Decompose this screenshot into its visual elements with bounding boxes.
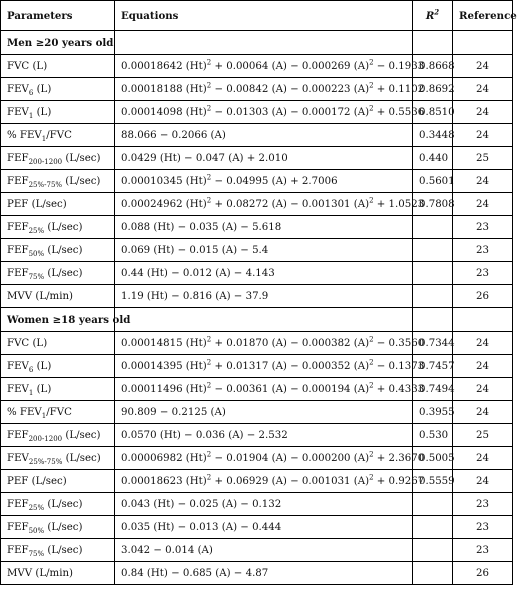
r-squared-cell: 0.7808: [413, 193, 453, 216]
reference-cell: 24: [453, 55, 513, 78]
equation-text: + 0.01870 (A) − 0.000382 (A): [211, 337, 370, 349]
parameter-cell: [1, 170, 115, 193]
parameter-cell: [1, 562, 115, 585]
section-empty-equations-cell: [115, 308, 413, 332]
equation-text: + 0.9267: [373, 475, 425, 487]
equation-text: − 0.00361 (A) − 0.000194 (A): [211, 383, 370, 395]
table-row: [1, 216, 513, 239]
equation-text: + 0.5536: [373, 106, 425, 118]
equation-superscript: 2: [369, 450, 374, 459]
table-row: [1, 355, 513, 378]
r-squared-cell: 0.7344: [413, 332, 453, 355]
equation-cell: [115, 193, 425, 216]
reference-cell: 24: [453, 447, 513, 470]
r-squared-cell: [413, 562, 453, 585]
parameter-cell: [1, 539, 115, 562]
r-squared-cell: [413, 493, 453, 516]
header-r2-letter: R: [425, 9, 435, 22]
equation-text: 0.00014395 (Ht): [121, 360, 207, 372]
r-squared-cell: 0.7494: [413, 378, 453, 401]
table-row: [1, 78, 513, 101]
table-row: [1, 562, 513, 585]
r-squared-cell: [413, 262, 453, 285]
parameter-text: FEV: [7, 83, 29, 95]
equation-text: + 0.01317 (A) − 0.000352 (A): [211, 360, 370, 372]
equation-superscript: 2: [206, 81, 212, 90]
equation-superscript: 2: [369, 335, 374, 344]
parameter-text: (L/sec): [62, 152, 101, 164]
parameter-text: PEF (L/sec): [7, 475, 67, 487]
parameter-cell: [1, 332, 115, 355]
section-empty-reference-cell: [453, 308, 513, 332]
equation-text: − 0.01303 (A) − 0.000172 (A): [211, 106, 370, 118]
equation-superscript: 2: [206, 196, 212, 205]
equation-cell: [115, 401, 413, 424]
section-empty-r2-cell: [413, 31, 453, 55]
r-squared-cell: 0.440: [413, 147, 453, 170]
table-row: [1, 470, 513, 493]
equation-cell: [115, 539, 413, 562]
equation-cell: [115, 55, 425, 78]
parameter-subscript: 25%: [28, 503, 45, 512]
parameter-cell: [1, 55, 115, 78]
parameter-cell: [1, 470, 115, 493]
equation-text: 1.19 (Ht) − 0.816 (A) − 37.9: [121, 290, 269, 302]
section-title: Women ≥18 years old: [1, 308, 115, 332]
parameter-text: (L/sec): [62, 452, 101, 464]
reference-cell: 24: [453, 193, 513, 216]
equation-text: 0.00006982 (Ht): [121, 452, 207, 464]
parameter-text: (L): [33, 83, 52, 95]
table-row: [1, 101, 513, 124]
parameter-subscript: 75%: [28, 549, 45, 558]
r-squared-cell: [413, 216, 453, 239]
equation-text: 0.00014815 (Ht): [121, 337, 207, 349]
table-row: [1, 516, 513, 539]
parameter-text: (L/sec): [62, 175, 101, 187]
equation-text: 3.042 − 0.014 (A): [121, 544, 213, 556]
parameter-text: FEF: [7, 498, 29, 510]
table-row: [1, 493, 513, 516]
parameter-cell: [1, 401, 115, 424]
equation-superscript: 2: [206, 450, 212, 459]
reference-cell: 23: [453, 262, 513, 285]
r-squared-cell: 0.5005: [413, 447, 453, 470]
reference-cell: 23: [453, 239, 513, 262]
equation-text: 0.44 (Ht) − 0.012 (A) − 4.143: [121, 267, 275, 279]
reference-cell: 25: [453, 147, 513, 170]
reference-cell: 24: [453, 170, 513, 193]
equation-text: 0.0429 (Ht) − 0.047 (A) + 2.010: [121, 152, 288, 164]
equation-superscript: 2: [369, 358, 374, 367]
parameter-cell: [1, 78, 115, 101]
parameter-subscript: 1: [28, 111, 34, 120]
reference-cell: 23: [453, 539, 513, 562]
table-row: [1, 424, 513, 447]
parameter-cell: [1, 285, 115, 308]
parameter-subscript: 200-1200: [28, 434, 63, 443]
parameter-text: FEF: [7, 544, 29, 556]
parameter-text: FEV: [7, 360, 29, 372]
table-row: [1, 55, 513, 78]
equation-superscript: 2: [369, 104, 374, 113]
parameter-cell: [1, 447, 115, 470]
equation-cell: [115, 470, 425, 493]
equation-text: − 0.00842 (A) − 0.000223 (A): [211, 83, 370, 95]
parameter-text: /FVC: [46, 129, 72, 141]
r-squared-cell: 0.3448: [413, 124, 453, 147]
r-squared-cell: [413, 539, 453, 562]
reference-cell: 26: [453, 562, 513, 585]
equation-text: + 0.4333: [373, 383, 425, 395]
equation-text: 0.088 (Ht) − 0.035 (A) − 5.618: [121, 221, 282, 233]
parameter-text: FEV: [7, 452, 29, 464]
equation-text: 0.00018623 (Ht): [121, 475, 207, 487]
equation-text: 0.00018642 (Ht): [121, 60, 207, 72]
header-r-squared: [413, 1, 453, 31]
reference-cell: 24: [453, 378, 513, 401]
equation-text: − 0.1373: [373, 360, 425, 372]
equation-text: 0.00018188 (Ht): [121, 83, 207, 95]
reference-cell: 23: [453, 493, 513, 516]
equation-text: 0.0570 (Ht) − 0.036 (A) − 2.532: [121, 429, 288, 441]
equation-text: + 0.1102: [373, 83, 425, 95]
parameter-text: (L/sec): [44, 244, 83, 256]
parameter-text: FEF: [7, 429, 29, 441]
equation-cell: [115, 78, 425, 101]
equation-superscript: 2: [369, 81, 374, 90]
header-row: [1, 1, 513, 31]
table-row: [1, 124, 513, 147]
parameter-subscript: 1: [41, 411, 47, 420]
header-equations: Equations: [115, 1, 413, 31]
section-empty-equations-cell: [115, 31, 413, 55]
reference-cell: 23: [453, 516, 513, 539]
header-r2-superscript: 2: [434, 7, 440, 17]
parameter-text: FEV: [7, 383, 29, 395]
equation-superscript: 2: [206, 58, 212, 67]
equation-superscript: 2: [206, 358, 212, 367]
equation-text: + 0.06929 (A) − 0.001031 (A): [211, 475, 370, 487]
parameter-text: (L/sec): [62, 429, 101, 441]
reference-cell: 24: [453, 355, 513, 378]
equation-cell: [115, 216, 413, 239]
equation-text: 0.069 (Ht) − 0.015 (A) − 5.4: [121, 244, 269, 256]
equation-text: 0.00010345 (Ht): [121, 175, 207, 187]
equation-cell: [115, 424, 413, 447]
table-row: [1, 332, 513, 355]
equation-text: 0.00011496 (Ht): [121, 383, 207, 395]
equation-superscript: 2: [369, 473, 374, 482]
r-squared-cell: [413, 285, 453, 308]
header-reference: Reference: [453, 1, 513, 31]
equation-cell: [115, 239, 413, 262]
equation-text: + 0.00064 (A) − 0.000269 (A): [211, 60, 370, 72]
table-row: [1, 239, 513, 262]
reference-cell: 23: [453, 216, 513, 239]
parameter-subscript: 50%: [28, 526, 45, 535]
equation-superscript: 2: [369, 58, 374, 67]
equation-cell: [115, 355, 425, 378]
parameter-text: (L/sec): [44, 221, 83, 233]
parameter-cell: [1, 124, 115, 147]
section-empty-r2-cell: [413, 308, 453, 332]
parameter-text: (L): [33, 106, 52, 118]
equation-superscript: 2: [206, 335, 212, 344]
equation-text: 0.84 (Ht) − 0.685 (A) − 4.87: [121, 567, 269, 579]
parameter-text: FEF: [7, 152, 29, 164]
parameter-text: FEF: [7, 221, 29, 233]
equation-cell: [115, 562, 413, 585]
equation-cell: [115, 516, 413, 539]
equation-cell: [115, 170, 413, 193]
table-row: [1, 285, 513, 308]
parameter-text: FEF: [7, 175, 29, 187]
parameter-text: (L/sec): [44, 267, 83, 279]
r-squared-cell: 0.3955: [413, 401, 453, 424]
parameter-cell: [1, 355, 115, 378]
table-row: [1, 401, 513, 424]
section-title: Men ≥20 years old: [1, 31, 115, 55]
parameter-cell: [1, 516, 115, 539]
parameter-text: MVV (L/min): [7, 290, 74, 302]
equation-cell: [115, 262, 413, 285]
equation-text: 90.809 − 0.2125 (A): [121, 406, 226, 418]
reference-cell: 24: [453, 101, 513, 124]
parameter-text: PEF (L/sec): [7, 198, 67, 210]
parameter-text: MVV (L/min): [7, 567, 74, 579]
parameter-subscript: 1: [41, 134, 47, 143]
parameter-subscript: 25%: [28, 226, 45, 235]
parameter-subscript: 200-1200: [28, 157, 63, 166]
equation-text: − 0.3560: [373, 337, 425, 349]
parameter-text: FEF: [7, 521, 29, 533]
parameter-subscript: 25%-75%: [28, 457, 63, 466]
parameter-text: /FVC: [46, 406, 72, 418]
section-header-row: [1, 31, 513, 55]
r-squared-cell: 0.5601: [413, 170, 453, 193]
reference-cell: 24: [453, 332, 513, 355]
equation-text: + 1.0523: [373, 198, 425, 210]
equation-cell: [115, 101, 425, 124]
parameter-cell: [1, 147, 115, 170]
reference-cell: 24: [453, 470, 513, 493]
table-row: [1, 539, 513, 562]
equation-superscript: 2: [369, 381, 374, 390]
reference-cell: 26: [453, 285, 513, 308]
equation-cell: [115, 124, 413, 147]
equation-text: 88.066 − 0.2066 (A): [121, 129, 226, 141]
parameter-text: (L/sec): [44, 498, 83, 510]
parameter-text: % FEV: [7, 129, 42, 141]
r-squared-cell: 0.8692: [413, 78, 453, 101]
equation-superscript: 2: [206, 173, 212, 182]
parameter-text: FVC (L): [7, 60, 48, 72]
parameter-subscript: 1: [28, 388, 34, 397]
parameter-subscript: 75%: [28, 272, 45, 281]
equation-superscript: 2: [206, 381, 212, 390]
equation-text: − 0.04995 (A) + 2.7006: [211, 175, 338, 187]
reference-cell: 24: [453, 78, 513, 101]
table-row: [1, 447, 513, 470]
r-squared-cell: 0.8668: [413, 55, 453, 78]
parameter-text: FEF: [7, 244, 29, 256]
equation-cell: [115, 332, 425, 355]
equation-superscript: 2: [369, 196, 374, 205]
section-empty-reference-cell: [453, 31, 513, 55]
equation-superscript: 2: [206, 473, 212, 482]
reference-cell: 24: [453, 401, 513, 424]
parameter-cell: [1, 493, 115, 516]
equation-text: + 0.08272 (A) − 0.001301 (A): [211, 198, 370, 210]
table-row: [1, 147, 513, 170]
parameter-cell: [1, 193, 115, 216]
reference-cell: 25: [453, 424, 513, 447]
reference-cell: 24: [453, 124, 513, 147]
table-row: [1, 193, 513, 216]
parameter-text: % FEV: [7, 406, 42, 418]
table-row: [1, 378, 513, 401]
parameter-text: (L/sec): [44, 544, 83, 556]
parameter-cell: [1, 424, 115, 447]
equation-cell: [115, 493, 413, 516]
r-squared-cell: 0.5559: [413, 470, 453, 493]
section-header-row: [1, 308, 513, 332]
equation-cell: [115, 285, 413, 308]
equation-text: 0.00014098 (Ht): [121, 106, 207, 118]
equation-cell: [115, 378, 425, 401]
parameter-cell: [1, 101, 115, 124]
parameter-subscript: 6: [28, 365, 34, 374]
parameter-subscript: 50%: [28, 249, 45, 258]
r-squared-cell: [413, 516, 453, 539]
table-body: [1, 31, 513, 585]
parameter-cell: [1, 262, 115, 285]
equation-text: − 0.1933: [373, 60, 425, 72]
parameter-text: FEV: [7, 106, 29, 118]
r-squared-cell: 0.530: [413, 424, 453, 447]
table-row: [1, 170, 513, 193]
equation-superscript: 2: [206, 104, 212, 113]
parameter-cell: [1, 216, 115, 239]
parameter-subscript: 6: [28, 88, 34, 97]
header-parameters: Parameters: [1, 1, 115, 31]
parameter-text: (L): [33, 383, 52, 395]
r-squared-cell: 0.7457: [413, 355, 453, 378]
parameter-text: FEF: [7, 267, 29, 279]
table-row: [1, 262, 513, 285]
parameter-cell: [1, 239, 115, 262]
r-squared-cell: [413, 239, 453, 262]
equation-text: + 2.3670: [373, 452, 425, 464]
parameter-text: (L/sec): [44, 521, 83, 533]
equation-text: 0.043 (Ht) − 0.025 (A) − 0.132: [121, 498, 282, 510]
equation-cell: [115, 447, 425, 470]
equation-text: − 0.01904 (A) − 0.000200 (A): [211, 452, 370, 464]
parameter-text: (L): [33, 360, 52, 372]
parameter-cell: [1, 378, 115, 401]
parameter-subscript: 25%-75%: [28, 180, 63, 189]
equation-text: 0.00024962 (Ht): [121, 198, 207, 210]
r-squared-cell: 0.8510: [413, 101, 453, 124]
parameter-text: FVC (L): [7, 337, 48, 349]
equation-text: 0.035 (Ht) − 0.013 (A) − 0.444: [121, 521, 282, 533]
equation-cell: [115, 147, 413, 170]
